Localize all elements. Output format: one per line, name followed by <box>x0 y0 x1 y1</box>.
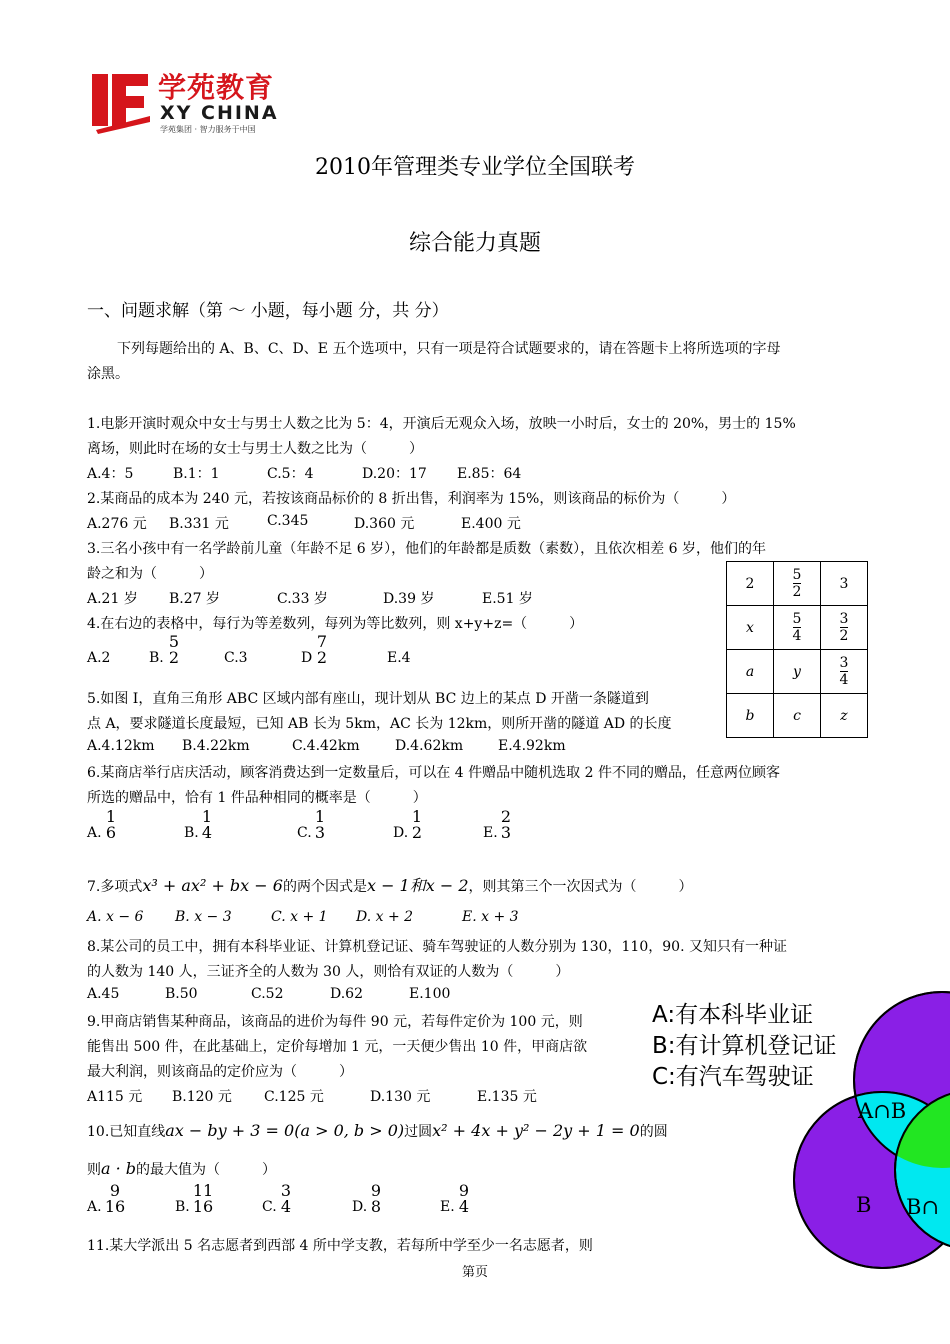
q1-option-c: C.5：4 <box>267 466 314 482</box>
intro-line-1: 下列每题给出的 A、B、C、D、E 五个选项中，只有一项是符合试题要求的，请在答题卡上将所选项的字母 <box>117 341 781 357</box>
q6-b-fraction: 1 4 <box>201 807 213 842</box>
table-row <box>727 694 868 738</box>
q7-option-c: C. x + 1 <box>271 909 328 925</box>
q6-option-e: E. <box>483 825 498 841</box>
q10-a-fraction: 9 16 <box>104 1181 126 1216</box>
q3-line-2: 龄之和为（ ） <box>87 566 213 582</box>
q4-option-e: E.4 <box>387 650 411 666</box>
q3-option-d: D.39 岁 <box>383 591 435 607</box>
q10-b-fraction: 11 16 <box>192 1181 214 1216</box>
q10-circle-equation: x² + 4x + y² − 2y + 1 = 0 <box>432 1121 640 1140</box>
q10-option-a: A. <box>87 1199 102 1215</box>
table-cell: y <box>774 650 821 694</box>
page-footer: 第页 <box>461 1265 488 1280</box>
q5-option-b: B.4.22km <box>182 738 250 754</box>
q2-option-a: A.276 元 <box>87 516 147 532</box>
q3-option-b: B.27 岁 <box>169 591 221 607</box>
q10-line-2: 则a · b的最大值为（ ） <box>87 1159 277 1178</box>
venn-label-ab: A∩B <box>858 1099 907 1123</box>
q4-b-den: 2 <box>168 648 180 667</box>
q5-line-1: 5.如图 I，直角三角形 ABC 区域内部有座山，现计划从 BC 边上的某点 D 开凿一条隧道到 <box>87 691 649 707</box>
venn-label-bc: B∩ <box>906 1195 940 1219</box>
q7-option-a: A. x − 6 <box>87 909 144 925</box>
sequence-table <box>726 561 868 738</box>
q9-option-b: B.120 元 <box>172 1089 232 1105</box>
q8-option-e: E.100 <box>409 986 451 1002</box>
q7-polynomial: x³ + ax² + bx − 6 <box>142 876 283 895</box>
venn-legend-a: A:有本科毕业证 <box>652 1002 814 1028</box>
q8-option-b: B.50 <box>165 986 198 1002</box>
table-cell: a <box>727 650 774 694</box>
q3-option-c: C.33 岁 <box>277 591 328 607</box>
q3-line-1: 3.三名小孩中有一名学龄前儿童（年龄不足 6 岁），他们的年龄都是质数（素数），且依次相差 6 岁，他们的年 <box>87 541 766 557</box>
q3-option-a: A.21 岁 <box>87 591 138 607</box>
table-cell: $\frac{5}{4}$ <box>774 606 821 650</box>
q2-option-e: E.400 元 <box>461 516 521 532</box>
q8-option-a: A.45 <box>87 986 120 1002</box>
q10-option-c: C. <box>262 1199 277 1215</box>
q5-line-2: 点 A，要求隧道长度最短，已知 AB 长为 5km，AC 长为 12km，则所开凿的隧道 AD 的长度 <box>87 716 672 732</box>
q2-line-1: 2.某商品的成本为 240 元，若按该商品标价的 8 折出售，利润率为 15%，则该商品的标价为（ ） <box>87 491 736 507</box>
q1-option-e: E.85：64 <box>457 466 522 482</box>
q4-option-c: C.3 <box>224 650 248 666</box>
q9-option-a: A115 元 <box>87 1089 143 1105</box>
q4-option-b: B. <box>149 650 164 666</box>
logo-cn-text: 学苑教育 <box>158 71 275 104</box>
q2-option-b: B.331 元 <box>169 516 229 532</box>
table-cell: $\frac{5}{2}$ <box>774 562 821 606</box>
q9-line-1: 9.甲商店销售某种商品，该商品的进价为每件 90 元，若每件定价为 100 元，则 <box>87 1014 583 1030</box>
q9-option-d: D.130 元 <box>370 1089 431 1105</box>
table-cell: 2 <box>727 562 774 606</box>
q10-c-fraction: 3 4 <box>280 1181 292 1216</box>
q5-option-a: A.4.12km <box>87 738 155 754</box>
q11-line-1: 11.某大学派出 5 名志愿者到西部 4 所中学支教，若每所中学至少一名志愿者，则 <box>87 1238 593 1254</box>
table-row <box>727 562 868 606</box>
q9-option-e: E.135 元 <box>477 1089 537 1105</box>
q1-option-a: A.4：5 <box>87 466 134 482</box>
venn-label-b: B <box>856 1193 872 1217</box>
q6-e-fraction: 2 3 <box>500 807 512 842</box>
q9-line-3: 最大利润，则该商品的定价应为（ ） <box>87 1064 353 1080</box>
table-cell: $\frac{3}{2}$ <box>821 606 868 650</box>
q8-line-1: 8.某公司的员工中，拥有本科毕业证、计算机登记证、骑车驾驶证的人数分别为 130，110，90. 又知只有一种证 <box>87 939 787 955</box>
q7-option-b: B. x − 3 <box>175 909 232 925</box>
q10-option-d: D. <box>352 1199 368 1215</box>
q5-option-d: D.4.62km <box>395 738 464 754</box>
logo <box>86 66 300 136</box>
q1-option-d: D.20：17 <box>362 466 427 482</box>
venn-legend-b: B:有计算机登记证 <box>652 1033 837 1059</box>
q4-b-num: 5 <box>168 632 180 651</box>
table-cell: $\frac{3}{4}$ <box>821 650 868 694</box>
q6-option-b: B. <box>184 825 199 841</box>
q4-d-num: 7 <box>316 632 328 651</box>
table-row <box>727 606 868 650</box>
table-cell: b <box>727 694 774 738</box>
table-cell: c <box>774 694 821 738</box>
q6-option-a: A. <box>87 825 102 841</box>
q1-line-1: 1.电影开演时观众中女士与男士人数之比为 5：4，开演后无观众入场，放映一小时后，女士的 20%，男士的 15% <box>87 416 796 432</box>
q7-option-d: D. x + 2 <box>356 909 414 925</box>
q10-e-fraction: 9 4 <box>458 1181 470 1216</box>
venn-legend-c: C:有汽车驾驶证 <box>652 1064 814 1090</box>
q10-d-fraction: 9 8 <box>370 1181 382 1216</box>
q9-option-c: C.125 元 <box>264 1089 324 1105</box>
q2-option-c: C.345 <box>267 513 309 529</box>
q8-line-2: 的人数为 140 人，三证齐全的人数为 30 人，则恰有双证的人数为（ ） <box>87 964 570 980</box>
q4-d-den: 2 <box>316 648 328 667</box>
q1-line-2: 离场，则此时在场的女士与男士人数之比为（ ） <box>87 441 423 457</box>
q6-option-c: C. <box>297 825 312 841</box>
logo-en-text: XY CHINA <box>160 102 279 124</box>
q5-option-e: E.4.92km <box>498 738 566 754</box>
q10-option-e: E. <box>440 1199 455 1215</box>
q7-factors: x − 1和x − 2 <box>366 876 469 895</box>
table-cell: z <box>821 694 868 738</box>
q6-a-fraction: 1 6 <box>105 807 117 842</box>
q4-d-fraction <box>314 634 330 666</box>
intro-line-2: 涂黑。 <box>87 366 129 382</box>
q7-line-1: 7.多项式x³ + ax² + bx − 6的两个因式是x − 1和x − 2，则其第三个一次因式为（ ） <box>87 876 693 895</box>
table-row <box>727 650 868 694</box>
q10-line-equation: ax − by + 3 = 0(a > 0, b > 0) <box>165 1121 405 1140</box>
q4-b-fraction <box>166 634 182 666</box>
logo-sub-text: 学苑集团 · 智力服务于中国 <box>160 125 256 134</box>
q4-line-1: 4.在右边的表格中，每行为等差数列，每列为等比数列，则 x+y+z=（ ） <box>87 616 584 632</box>
q7-option-e: E. x + 3 <box>462 909 519 925</box>
q9-line-2: 能售出 500 件，在此基础上，定价每增加 1 元，一天便少售出 10 件，甲商店欲 <box>87 1039 588 1055</box>
q6-c-fraction: 1 3 <box>314 807 326 842</box>
section-heading: 一、问题求解（第 ～ 小题，每小题 分，共 分） <box>87 301 449 321</box>
q5-option-c: C.4.42km <box>292 738 360 754</box>
q6-line-2: 所选的赠品中，恰有 1 件品种相同的概率是（ ） <box>87 790 427 806</box>
q3-option-e: E.51 岁 <box>482 591 533 607</box>
q4-option-a: A.2 <box>87 650 111 666</box>
page-title: 2010年管理类专业学位全国联考 <box>315 155 635 180</box>
q6-option-d: D. <box>393 825 409 841</box>
q10-option-b: B. <box>175 1199 190 1215</box>
q6-line-1: 6.某商店举行店庆活动，顾客消费达到一定数量后，可以在 4 件赠品中随机选取 2 件不同的赠品，任意两位顾客 <box>87 765 780 781</box>
q10-line-1: 10.已知直线ax − by + 3 = 0(a > 0, b > 0)过圆x² + 4x + y² − 2y + 1 = 0的圆 <box>87 1121 668 1140</box>
table-cell: x <box>727 606 774 650</box>
page-subtitle: 综合能力真题 <box>408 231 541 256</box>
q6-d-fraction: 1 2 <box>411 807 423 842</box>
q8-option-c: C.52 <box>251 986 284 1002</box>
table-cell: 3 <box>821 562 868 606</box>
q1-option-b: B.1：1 <box>173 466 220 482</box>
logo-mark-icon <box>86 66 154 134</box>
q2-option-d: D.360 元 <box>354 516 415 532</box>
q4-option-d: D <box>301 650 313 666</box>
q8-option-d: D.62 <box>330 986 363 1002</box>
